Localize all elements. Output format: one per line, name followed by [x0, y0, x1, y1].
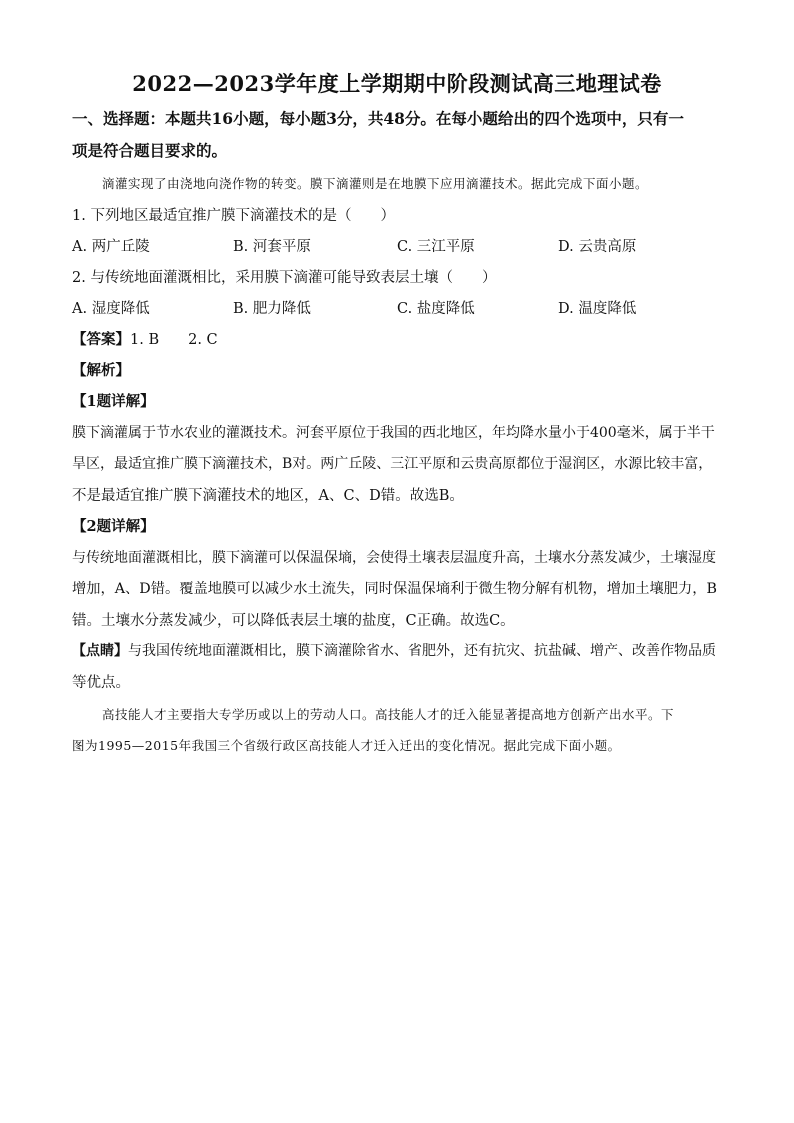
detail-2-text-line: 错。土壤水分蒸发减少，可以降低表层土壤的盐度，C正确。故选C。	[72, 613, 515, 629]
section-header-line1: 一、选择题：本题共16小题，每小题3分，共48分。在每小题给出的四个选项中，只有一	[72, 109, 684, 128]
q1-option-b: B. 河套平原	[233, 239, 311, 255]
detail-2-text-line: 与传统地面灌溉相比，膜下滴灌可以保温保墒，会使得土壤表层温度升高，土壤水分蒸发减少，土壤湿度	[72, 550, 716, 566]
comment-line-1	[72, 640, 722, 660]
answer-line	[72, 328, 722, 349]
section-header-line2: 项是符合题目要求的。	[72, 141, 228, 160]
passage-2-line2: 图为1995—2015年我国三个省级行政区高技能人才迁入迁出的变化情况。据此完成下面小题。	[72, 738, 621, 753]
passage-1: 滴灌实现了由浇地向浇作物的转变。膜下滴灌则是在地膜下应用滴灌技术。据此完成下面小题。	[102, 176, 649, 191]
detail-1-label: 【1题详解】	[72, 393, 155, 410]
comment-text: 与我国传统地面灌溉相比，膜下滴灌除省水、省肥外，还有抗灾、抗盐碱、增产、改善作物品质	[128, 643, 716, 659]
q1-option-d: D. 云贵高原	[558, 239, 637, 255]
answer-label: 【答案】	[72, 331, 130, 348]
detail-1-text-line: 旱区，最适宜推广膜下滴灌技术，B对。两广丘陵、三江平原和云贵高原都位于湿润区，水源比较丰富，	[72, 456, 713, 472]
q2-option-d: D. 温度降低	[558, 301, 637, 317]
answer-text: 1. B 2. C	[130, 332, 218, 348]
comment-label: 【点睛】	[72, 643, 128, 659]
analysis-label: 【解析】	[72, 362, 130, 379]
detail-2-label: 【2题详解】	[72, 518, 155, 535]
q2-option-a: A. 湿度降低	[72, 301, 150, 317]
question-1-stem: 1. 下列地区最适宜推广膜下滴灌技术的是（ ）	[72, 208, 395, 224]
q1-option-a: A. 两广丘陵	[72, 239, 150, 255]
q1-option-c: C. 三江平原	[397, 239, 475, 255]
question-2-stem: 2. 与传统地面灌溉相比，采用膜下滴灌可能导致表层土壤（ ）	[72, 270, 497, 286]
passage-2-line1: 高技能人才主要指大专学历或以上的劳动人口。高技能人才的迁入能显著提高地方创新产出水平。下	[102, 707, 675, 722]
comment-line-2: 等优点。	[72, 675, 130, 691]
page-title: 2022—2023学年度上学期期中阶段测试高三地理试卷	[132, 71, 662, 96]
detail-1-text-line: 膜下滴灌属于节水农业的灌溉技术。河套平原位于我国的西北地区，年均降水量小于400毫米，属于半干	[72, 425, 715, 441]
detail-1-text-line: 不是最适宜推广膜下滴灌技术的地区，A、C、D错。故选B。	[72, 488, 464, 504]
q2-option-b: B. 肥力降低	[233, 301, 311, 317]
detail-2-text-line: 增加，A、D错。覆盖地膜可以减少水土流失，同时保温保墒利于微生物分解有机物，增加土壤肥力，B	[72, 581, 717, 597]
q2-option-c: C. 盐度降低	[397, 301, 475, 317]
